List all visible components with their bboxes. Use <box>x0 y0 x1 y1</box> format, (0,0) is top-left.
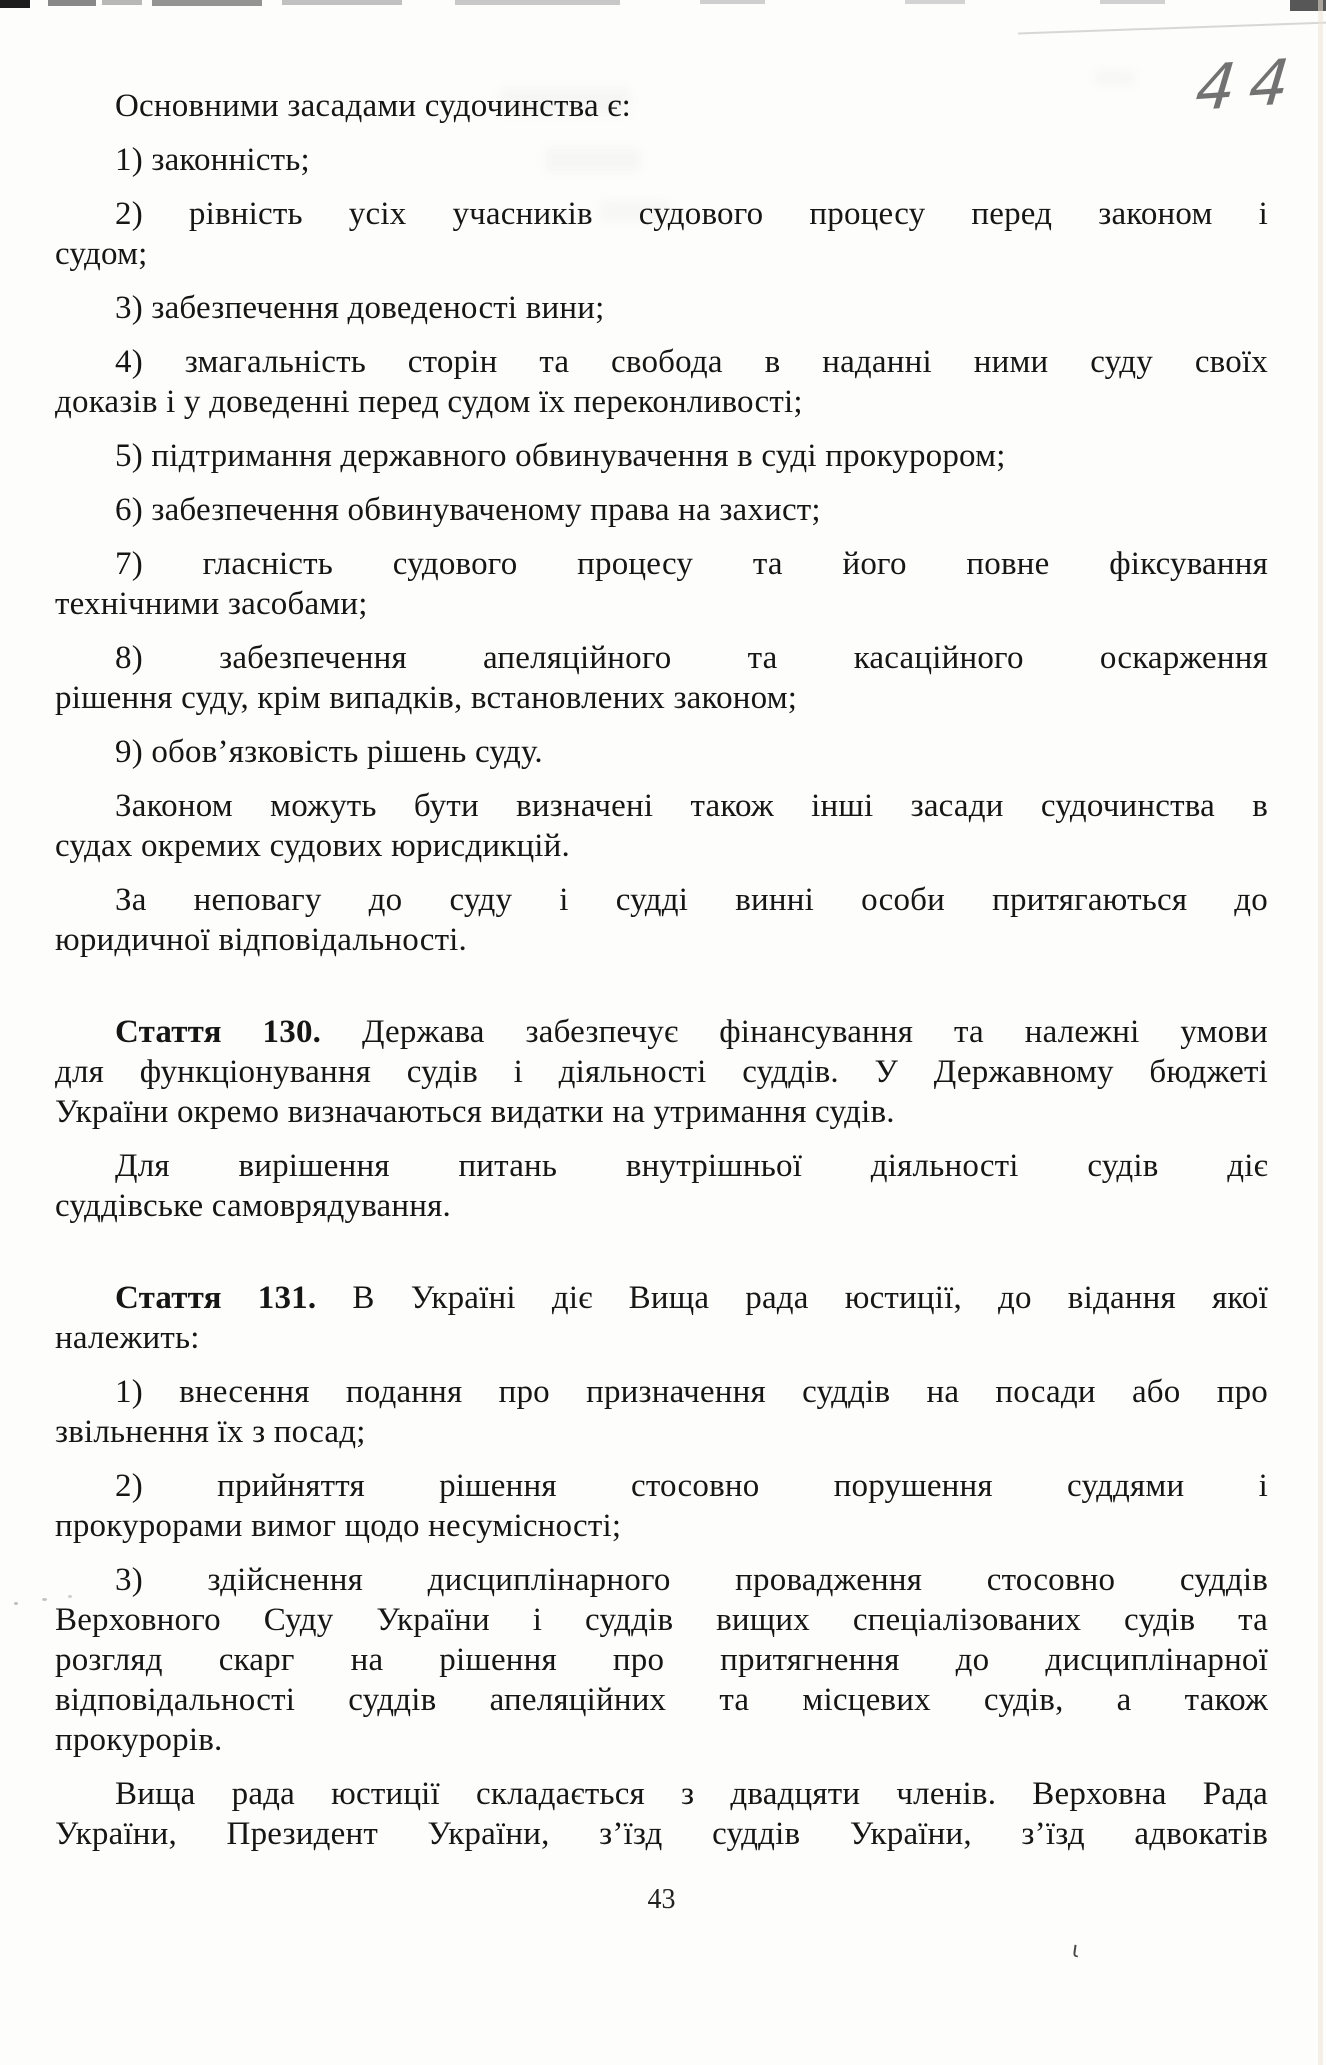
text-line: належить: <box>55 1320 200 1356</box>
right-edge-scan-line <box>1318 0 1323 2065</box>
text-line: 3) забезпечення доведеності вини; <box>115 290 605 326</box>
paragraph <box>55 490 1268 530</box>
article-paragraph <box>55 1278 1268 1358</box>
paragraph <box>55 1372 1268 1452</box>
scan-artifact <box>1100 0 1165 4</box>
text-line: Вища рада юстиції складається з двадцяти членів. Верховна Рада <box>115 1776 1268 1812</box>
text-line: суддівське самоврядування. <box>55 1188 451 1224</box>
printed-page-number: 43 <box>647 1884 676 1915</box>
paragraph <box>55 638 1268 718</box>
text-line: 4) змагальність сторін та свобода в наданні ними суду своїх <box>115 344 1268 380</box>
text-line: України, Президент України, з’їзд суддів України, з’їзд адвокатів <box>55 1816 1268 1852</box>
text-line: юридичної відповідальності. <box>55 922 468 958</box>
text-line: звільнення їх з посад; <box>55 1414 366 1450</box>
text-line: За неповагу до суду і судді винні особи притягаються до <box>115 882 1268 918</box>
text-line: 1) внесення подання про призначення суддів на посади або про <box>115 1374 1268 1410</box>
paragraph <box>55 732 1268 772</box>
text-line: 9) обов’язковість рішень суду. <box>115 734 543 770</box>
handwritten-page-number: 44 <box>1192 43 1307 126</box>
scan-artifact <box>152 0 262 6</box>
text-line: прокурорів. <box>55 1722 223 1758</box>
text-line: судах окремих судових юрисдикцій. <box>55 828 570 864</box>
paragraph <box>55 1774 1268 1854</box>
scan-artifact <box>48 0 96 6</box>
text-line: України окремо визначаються видатки на утримання судів. <box>55 1094 895 1130</box>
paragraph <box>55 288 1268 328</box>
text-line: 2) рівність усіх учасників судового процесу перед законом і <box>115 196 1268 232</box>
text-line: Основними засадами судочинства є: <box>115 88 631 124</box>
article-paragraph <box>55 1012 1268 1132</box>
text-line: доказів і у доведенні перед судом їх переконливості; <box>55 384 803 420</box>
text-line: 3) здійснення дисциплінарного провадження стосовно суддів <box>115 1562 1268 1598</box>
margin-dot <box>14 1602 18 1605</box>
scan-artifact <box>282 0 402 5</box>
text-line: 5) підтримання державного обвинувачення в суді прокурором; <box>115 438 1006 474</box>
paragraph <box>55 880 1268 960</box>
scan-artifact <box>0 0 30 8</box>
paragraph <box>55 436 1268 476</box>
paragraph <box>55 544 1268 624</box>
text-line: прокурорами вимог щодо несумісності; <box>55 1508 622 1544</box>
paragraph <box>55 1560 1268 1760</box>
article-number: Стаття 131. <box>115 1280 317 1316</box>
paragraph <box>55 342 1268 422</box>
scan-artifact <box>905 0 965 4</box>
text-line: 2) прийняття рішення стосовно порушення суддями і <box>115 1468 1268 1504</box>
text-line: 6) забезпечення обвинуваченому права на захист; <box>115 492 821 528</box>
text-line: рішення суду, крім випадків, встановлених законом; <box>55 680 798 716</box>
scan-artifact <box>455 0 620 5</box>
paragraph <box>55 1466 1268 1546</box>
margin-dot <box>68 1595 72 1598</box>
scan-artifact <box>102 0 142 5</box>
text-line: розгляд скарг на рішення про притягнення до дисциплінарної <box>55 1642 1268 1678</box>
text-line: 1) законність; <box>115 142 310 178</box>
scan-streak <box>1018 22 1326 35</box>
paragraph <box>55 786 1268 866</box>
margin-dot <box>42 1598 47 1601</box>
article-number: Стаття 130. <box>115 1014 322 1050</box>
scan-artifact <box>700 0 765 4</box>
text-line <box>55 1278 1268 1318</box>
line-text: Держава забезпечує фінансування та належні умови <box>321 1014 1268 1050</box>
text-line: Для вирішення питань внутрішньої діяльності судів діє <box>115 1148 1268 1184</box>
text-line: 8) забезпечення апеляційного та касаційного оскарження <box>115 640 1268 676</box>
line-text: В Україні діє Вища рада юстиції, до відання якої <box>316 1280 1268 1316</box>
text-line: Верховного Суду України і суддів вищих спеціалізованих судів та <box>55 1602 1268 1638</box>
paragraph <box>55 140 1268 180</box>
text-line <box>55 1012 1268 1052</box>
text-line: 7) гласність судового процесу та його повне фіксування <box>115 546 1268 582</box>
stray-ink-mark: ɩ <box>1070 1937 1082 1964</box>
paragraph <box>55 86 1268 126</box>
text-line: Законом можуть бути визначені також інші засади судочинства в <box>115 788 1268 824</box>
paragraph <box>55 194 1268 274</box>
text-line: відповідальності суддів апеляційних та місцевих судів, а також <box>55 1682 1268 1718</box>
text-line: технічними засобами; <box>55 586 368 622</box>
text-line: для функціонування судів і діяльності суддів. У Державному бюджеті <box>55 1054 1268 1090</box>
document-body <box>55 86 1268 1868</box>
paragraph <box>55 1146 1268 1226</box>
text-line: судом; <box>55 236 148 272</box>
bleed-through-smudge <box>1095 70 1135 86</box>
